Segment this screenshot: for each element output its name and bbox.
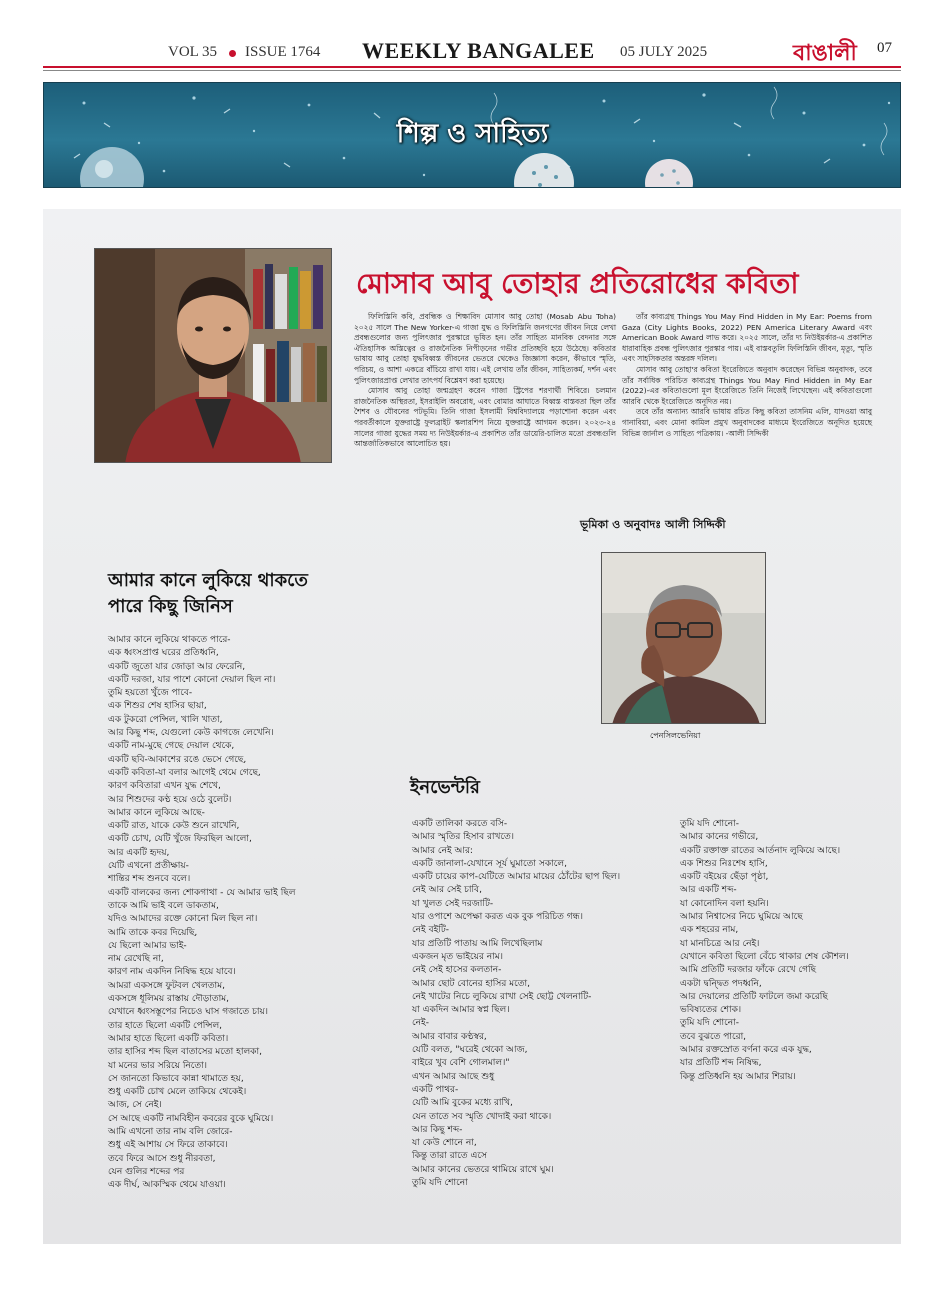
poem-line: একটা দ্বন্দ্বিত পদধ্বনি, — [680, 978, 762, 989]
poem-line: আমি এখনো তার নাম বলি জোরে- — [108, 1126, 233, 1137]
poem-line: আমার রক্তস্রোত বর্ণনা করে এক যুদ্ধ, — [680, 1045, 812, 1056]
poem-line: যেখানে ধ্বংসস্তূপের নিচেও ঘাস গজাতে চায়। — [108, 1007, 268, 1018]
poem-line: একটি পাথর- — [412, 1084, 459, 1095]
poem-line: যা মনের ভার সরিয়ে নিতো। — [108, 1060, 207, 1071]
poem-line: আমার স্মৃতির হিসাব রাখতে। — [412, 832, 514, 843]
poem-line: নেই বইটি- — [412, 925, 449, 936]
poem-line: এক শহরের নাম, — [680, 925, 739, 936]
poem-1-title — [108, 568, 308, 620]
poem-line: একটি বালকের জন্য শোকগাথা - যে আমার ভাই ছিল — [108, 887, 296, 898]
poem-line: একজন মৃত ভাইয়ের নাম। — [412, 951, 503, 962]
poem-line: তুমি যদি শোনো- — [680, 1018, 739, 1029]
poem-line: তুমি যদি শোনো- — [680, 819, 739, 829]
poem-line: যা কেউ শোনে না, — [412, 1138, 477, 1149]
poem-line: আমার কানের গভীরে, — [680, 832, 759, 843]
poem-line: যেটি আমি বুকের মধ্যে রাখি, — [412, 1098, 513, 1109]
poem-line: একটি চায়ের কাপ-যেটিতে আমার মায়ের ঠোঁটের ছাপ ছিল। — [412, 872, 621, 883]
poem-line: যেটি এখনো প্রতীক্ষায়- — [108, 861, 189, 872]
publication-title: WEEKLY BANGALEE — [362, 38, 595, 63]
poem-line: তার হাতে ছিলো একটি পেন্সিল, — [108, 1020, 223, 1031]
poem-2-column-1 — [412, 818, 674, 1190]
poem-line: একটি জানালা-যেখানে সূর্য ঘুমাতো সকালে, — [412, 858, 567, 869]
poem-line: আর একটি শব্দ- — [680, 885, 737, 896]
poem-line: এখন আমার আছে শুধু — [412, 1071, 495, 1082]
poem-line: কারণ নাম একদিন নিষিদ্ধ হয়ে যাবে। — [108, 967, 236, 978]
poem-line: নেই খাটের নিচে লুকিয়ে রাখা সেই ছোট্ট খেলনাটি- — [412, 991, 592, 1002]
poem-line: এক টুকরো পেন্সিল, খালি খাতা, — [108, 714, 223, 725]
poem-line: সে জানতো কিভাবে কান্না থামাতে হয়, — [108, 1073, 244, 1084]
poem-line: কারণ কবিতারা এখন যুদ্ধ শেখে, — [108, 781, 221, 792]
translator-photo — [601, 552, 766, 724]
poem-line: একটি দরজা, যার পাশে কোনো দেয়াল ছিল না। — [108, 674, 276, 685]
poem-line: বাইরে খুব বেশি গোলমাল।" — [412, 1058, 510, 1069]
poem-line: আমার কানে লুকিয়ে আছে- — [108, 807, 205, 818]
poem-line: একটি কবিতা-যা বলার আগেই থেমে গেছে, — [108, 767, 261, 778]
issue-date: 05 JULY 2025 — [620, 44, 708, 60]
page-number: 07 — [877, 40, 892, 56]
poem-line: যেন তাতে সব স্মৃতি খোদাই করা থাকে। — [412, 1111, 552, 1122]
poem-line: এক দীর্ঘ, আকস্মিক থেমে যাওয়া। — [108, 1180, 226, 1191]
intro-paragraph: মোসাব আবু তোহা জন্মগ্রহণ করেন গাজা স্ট্রিপের শরণার্থী শিবিরে। চলমান রাজনৈতিক অস্থিরতা, ইসরাইলি অবরোধ, এবং বোমার আঘাতে বিধ্বস্ত বাস্তবতা ছিল তাঁর শৈশব ও যৌবনের পটভূমি। তিনি গাজা ইসলামী বিশ্ববিদ্যালয়ে পড়াশোনা করেন এবং পরবর্তীকালে যুক্তরাষ্ট্রে ফুলব্রাইট স্কলারশিপ নিয়ে যুক্তরাষ্ট্রে আগমন করেন। ২০২৩-২৪ সালের গাজা যুদ্ধের সময় দ্য নিউইয়র্কার-এ প্রকাশিত তাঁর ডায়েরি-চালিত মতো প্রবন্ধগুলি আন্তর্জাতিকভাবে আলোচিত হয়। — [354, 386, 616, 449]
intro-column-2 — [622, 312, 872, 439]
volume-label: VOL 35 — [168, 44, 218, 60]
poem-line: আমার বাবার কণ্ঠস্বর, — [412, 1031, 487, 1042]
poem-line: তবে ফিরে আসে শুধু নীরবতা, — [108, 1153, 216, 1164]
poem-line: তুমি যদি শোনো — [412, 1178, 468, 1189]
bullet-dot-icon — [229, 50, 236, 57]
poem-line: একটি জুতো যার জোড়া আর ফেরেনি, — [108, 661, 246, 672]
poem-line: শুধু এই আশায় সে ফিরে তাকাবে। — [108, 1140, 228, 1151]
publication-logo: বাঙালী — [793, 41, 857, 66]
poem-line: সে আছে একটি নামবিহীন কবরের বুকে ঘুমিয়ে। — [108, 1113, 274, 1124]
poem-line: তাকে আমি ভাই বলে ডাকতাম, — [108, 900, 219, 911]
poem-title-line: পারে কিছু জিনিস — [108, 596, 233, 617]
poem-line: যা মানচিত্রে আর নেই। — [680, 938, 760, 949]
poem-title-line: আমার কানে লুকিয়ে থাকতে — [108, 570, 308, 591]
poem-line: কিন্তু তারা রাতে এসে — [412, 1151, 487, 1162]
poem-line: যার প্রতিটি শব্দ নিষিদ্ধ, — [680, 1058, 762, 1069]
poem-line: একটি রক্তাক্ত রাতের আর্তনাদ লুকিয়ে আছে। — [680, 845, 841, 856]
poem-line: তার হাসির শব্দ ছিল বাতাসের মতো হালকা, — [108, 1047, 262, 1058]
author-photo — [94, 248, 332, 463]
translator-caption: পেনসিলভেনিয়া — [650, 731, 701, 740]
poem-line: আমার নেই আর: — [412, 845, 473, 856]
article-headline: মোসাব আবু তোহার প্রতিরোধের কবিতা — [356, 267, 799, 300]
poem-line: আমরা একসঙ্গে ফুটবল খেলতাম, — [108, 980, 225, 991]
poem-line: আর দেয়ালের প্রতিটি ফাটলে জমা করেছি — [680, 991, 828, 1002]
poem-line: যেখানে কবিতা ছিলো বেঁচে থাকার শেষ কৌশল। — [680, 951, 849, 962]
poem-line: এক ধ্বংসপ্রাপ্ত ঘরের প্রতিধ্বনি, — [108, 648, 219, 659]
poem-line: যেটি বলত, "ঘরেই থেকো আজ, — [412, 1045, 528, 1056]
intro-paragraph: মোসাব আবু তোহা'র কবিতা ইংরেজিতে অনুবাদ করেছেন বিভিন্ন অনুবাদক, তবে তাঁর সর্বাধিক পরিচিত কাব্যগ্রন্থ Things You May Find Hidden in My Ear (2022)-এর কবিতাগুলো মূল ইংরেজিতে তিনি নিজেই লিখেছেন। এই কবিতাগুলো আরবি থেকে ইংরেজিতে অনূদিত নয়। — [622, 364, 872, 406]
poem-line: যা কোনোদিন বলা হয়নি। — [680, 898, 769, 909]
poem-line: একসঙ্গে ধূলিময় রাস্তায় দৌড়াতাম, — [108, 994, 230, 1005]
header-rule-thin — [43, 70, 901, 71]
poem-line: যার ওপাশে অপেক্ষা করত এক বুক পরিচিত গন্ধ। — [412, 912, 583, 923]
poem-line: যদিও আমাদের রক্তে কোনো মিল ছিল না। — [108, 914, 258, 925]
poem-line: যার প্রতিটি পাতায় আমি লিখেছিলাম — [412, 938, 543, 949]
poem-line: আমি প্রতিটি দরজার ফাঁকে রেখে গেছি — [680, 965, 816, 976]
intro-paragraph: ফিলিস্তিনি কবি, প্রবন্ধিক ও শিক্ষাবিদ মোসাব আবু তোহা (Mosab Abu Toha) ২০২৫ সালে The New Yorker-এ গাজা যুদ্ধ ও ফিলিস্তিনি জনগণের জীবন নিয়ে লেখা প্রবন্ধগুলোর জন্য পুলিৎজার পুরস্কারে ভূষিত হন। তাঁর সাহিত্য মানবিক বেদনার সঙ্গে ঐতিহাসিক অস্তিত্বের ও রাজনৈতিক নিপীড়নের গভীর প্রতিচ্ছবি হয়ে উঠেছে। কবিতার ভাষায় আবু তোহা যুদ্ধবিধ্বস্ত জীবনের ভেতরে থেকেও জিজ্ঞাসা করেন, কীভাবে স্মৃতি, পরিচয়, ও আশা একত্রে বাঁচিয়ে রাখা যায়। এই লেখায় তাঁর জীবন, সাহিত্যকর্ম, দর্শন এবং পুলিৎজারপ্রাপ্ত লেখার তাৎপর্য বিশ্লেষণ করা হয়েছে। — [354, 312, 616, 385]
translator-credit: ভূমিকা ও অনুবাদঃ আলী সিদ্দিকী — [580, 518, 726, 531]
poem-line: এক শিশুর নিঃশেষ হাসি, — [680, 858, 768, 869]
poem-line: আমার নিশ্বাসের নিচে ঘুমিয়ে আছে — [680, 912, 803, 923]
poem-line: আমার কানে লুকিয়ে থাকতে পারে- — [108, 635, 231, 645]
poem-line: শান্তির শব্দ শুনবে বলে। — [108, 874, 191, 885]
poem-line: আর একটি হৃদয়, — [108, 847, 170, 858]
poem-line: এক শিশুর শেষ হাসির ছায়া, — [108, 701, 207, 712]
poem-2-column-2 — [680, 818, 895, 1084]
poem-line: একটি নাম-মুছে গেছে দেয়াল থেকে, — [108, 741, 235, 752]
poem-line: একটি তালিকা করতে বসি- — [412, 819, 508, 829]
poem-2-title: ইনভেন্টরি — [410, 777, 480, 798]
header-rule — [43, 66, 901, 68]
issue-label: ISSUE 1764 — [245, 44, 321, 60]
poem-line: আমার কানের ভেতরে থামিয়ে রাখে ঘুম। — [412, 1164, 554, 1175]
poem-line: আজ, সে নেই। — [108, 1100, 162, 1111]
section-title: শিল্প ও সাহিত্য — [396, 119, 549, 149]
poem-line: ভবিষ্যতের শোক। — [680, 1005, 742, 1016]
intro-column-1 — [354, 312, 616, 450]
poem-line: কিন্তু প্রতিধ্বনি হয় আমার শিরায়। — [680, 1071, 796, 1082]
poem-line: যা খুলত সেই দরজাটি- — [412, 898, 494, 909]
intro-paragraph: তবে তাঁর অন্যান্য আরবি ভাষায় রচিত কিছু কবিতা তাসনিম এলি, যাদওয়া আবু গানাবিয়া, এবং মোনা কামিল প্রমুখ অনুবাদকের মাধ্যমে ইংরেজিতে অনূদিত হয়েছে বিভিন্ন জার্নাল ও সাহিত্য পত্রিকায়। -আলী সিদ্দিকী — [622, 407, 872, 438]
poem-line: নাম রেখেছি না, — [108, 954, 164, 965]
poem-line: আমার ছোট বোনের হাসির মতো, — [412, 978, 530, 989]
poem-line: নেই সেই হাসের কলতান- — [412, 965, 502, 976]
poem-line: আর কিছু শব্দ- — [412, 1124, 463, 1135]
poem-line: যা একদিন আমার স্বপ্ন ছিল। — [412, 1005, 510, 1016]
poem-line: শুধু একটি চোখ মেলে তাকিয়ে থেকেই। — [108, 1087, 247, 1098]
poem-line: আর শিশুদের কণ্ঠ হয়ে ওঠে বুলেট। — [108, 794, 232, 805]
poem-line: একটি বইয়ের ছেঁড়া পৃষ্ঠা, — [680, 872, 769, 883]
poem-line: যেন গুলির শব্দের পর — [108, 1166, 185, 1177]
poem-line: তুমি হয়তো খুঁজে পাবে- — [108, 688, 193, 699]
poem-1-body — [108, 634, 398, 1192]
poem-line: নেই- — [412, 1018, 429, 1029]
poem-line: একটি রাত, যাকে কেউ শুনে রাখেনি, — [108, 821, 240, 832]
poem-line: নেই আর সেই চাবি, — [412, 885, 482, 896]
poem-line: একটি চোখ, যেটি খুঁজে ফিরছিল আলো, — [108, 834, 252, 845]
poem-line: একটি ছবি-আকাশের রঙে ভেসে গেছে, — [108, 754, 247, 765]
intro-paragraph: তাঁর কাব্যগ্রন্থ Things You May Find Hidden in My Ear: Poems from Gaza (City Lights Books, 2022) PEN America Literary Award এবং American Book Award লাভ করে। ২০২৫ সালে, তাঁর দ্য নিউইয়র্কার-এ প্রকাশিত ধারাবাহিক প্রবন্ধ পুলিৎজার পুরস্কার পায়। এই বাস্তবতুলি ফিলিস্তিনি জীবন, মৃত্যু, স্মৃতি এবং সাহসিকতার অন্তরঙ্গ দলিল। — [622, 312, 872, 364]
poem-line: আমার হাতে ছিলো একটি কবিতা। — [108, 1033, 229, 1044]
poem-line: যে ছিলো আমার ভাই- — [108, 940, 187, 951]
poem-line: আমি তাকে কবর দিয়েছি, — [108, 927, 198, 938]
poem-line: আর কিছু শব্দ, যেগুলো কেউ কাগজে লেখেনি। — [108, 728, 274, 739]
poem-line: তবে বুঝতে পারো, — [680, 1031, 747, 1042]
